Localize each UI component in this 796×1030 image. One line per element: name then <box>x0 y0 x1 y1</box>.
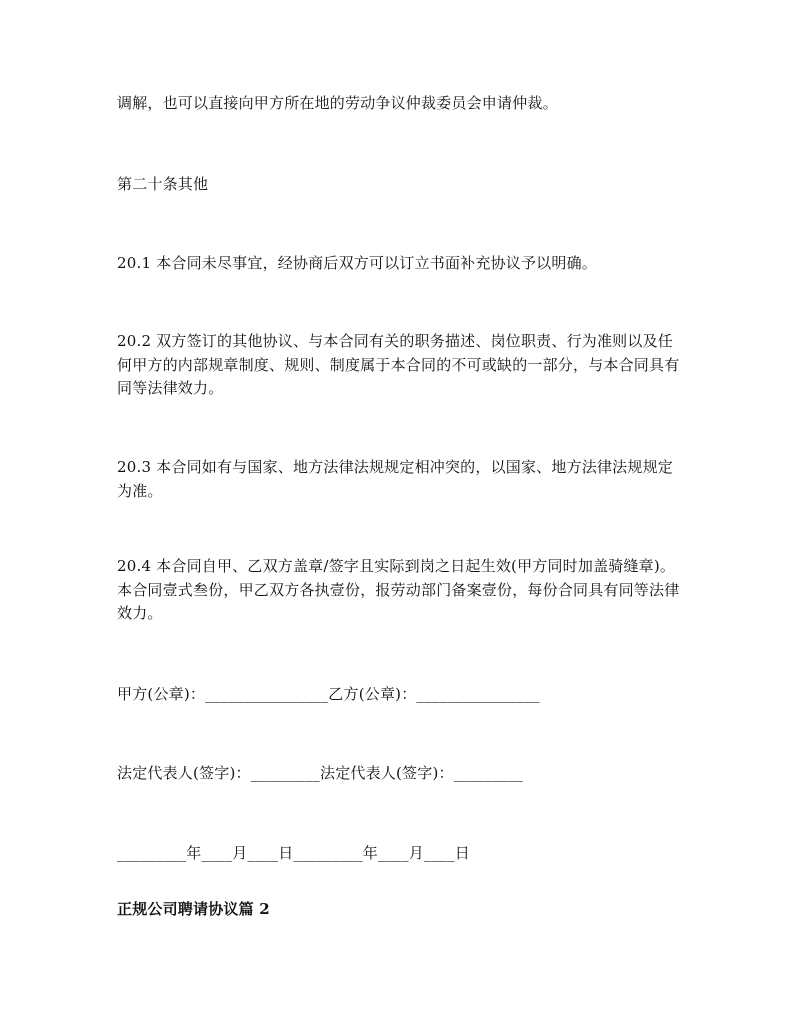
clause-20-4: 20.4 本合同自甲、乙双方盖章/签字且实际到岗之日起生效(甲方同时加盖骑缝章)。本合同壹式叁份，甲乙双方各执壹份，报劳动部门备案壹份，每份合同具有同等法律效力。 <box>117 557 680 622</box>
article-20-title: 第二十条其他 <box>117 175 209 193</box>
section-heading: 正规公司聘请协议篇 2 <box>117 900 270 918</box>
signature-representatives-line: 法定代表人(签字)：_________法定代表人(签字)：_________ <box>117 764 524 782</box>
clause-20-2: 20.2 双方签订的其他协议、与本合同有关的职务描述、岗位职责、行为准则以及任何甲方的内部规章制度、规则、制度属于本合同的不可或缺的一部分，与本合同具有同等法律效力。 <box>117 332 680 397</box>
paragraph-arbitration: 调解，也可以直接向甲方所在地的劳动争议仲裁委员会申请仲裁。 <box>117 94 558 112</box>
signature-parties-line: 甲方(公章)：________________乙方(公章)：________________ <box>117 685 540 703</box>
clause-20-1: 20.1 本合同未尽事宜，经协商后双方可以订立书面补充协议予以明确。 <box>117 254 597 272</box>
signature-date-line: _________年____月____日_________年____月____日 <box>117 844 471 862</box>
clause-20-3: 20.3 本合同如有与国家、地方法律法规规定相冲突的，以国家、地方法律法规规定为准。 <box>117 458 673 500</box>
